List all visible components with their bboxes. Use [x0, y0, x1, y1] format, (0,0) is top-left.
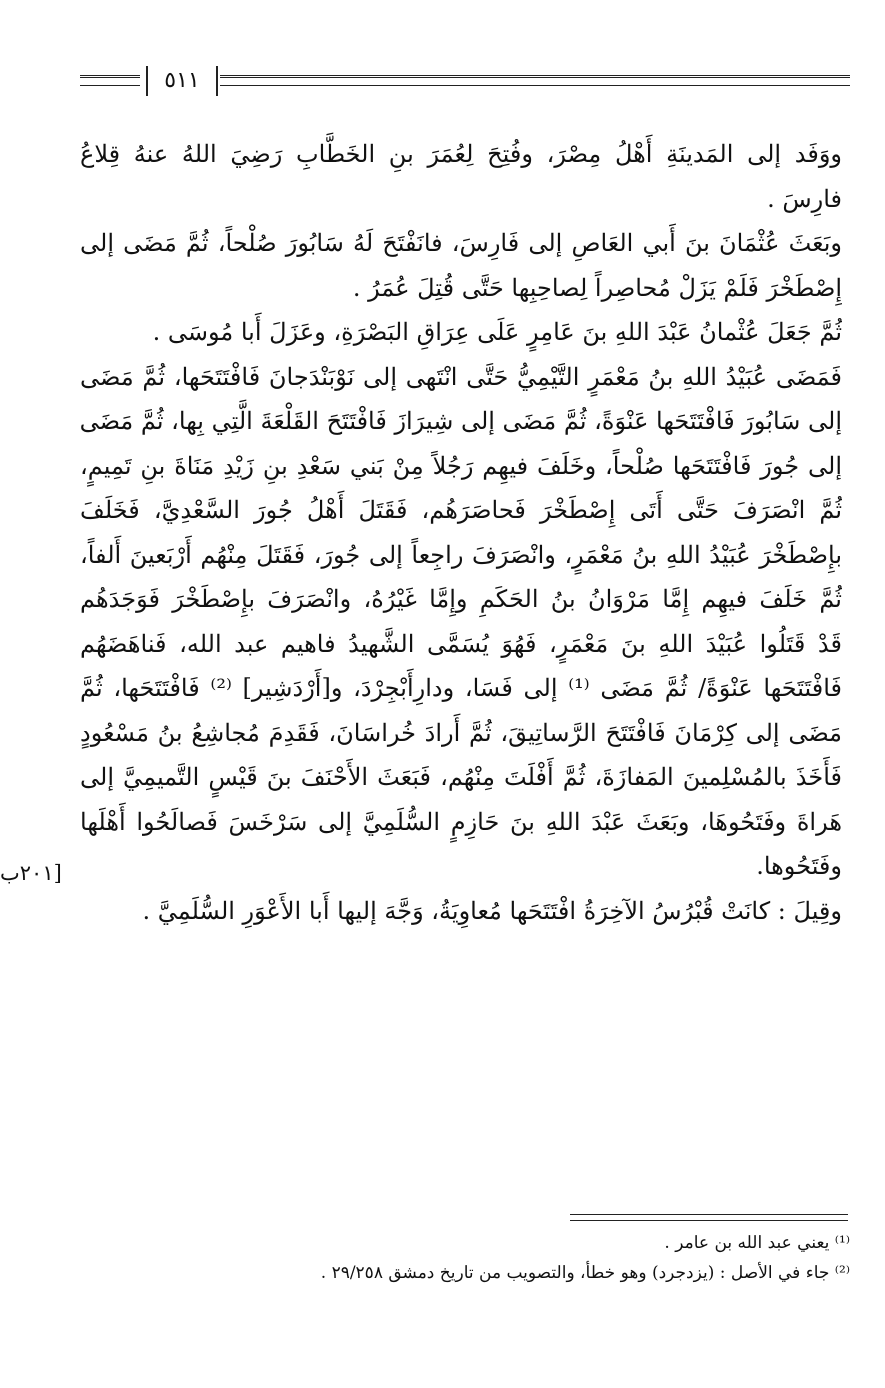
text-line: وبَعَثَ عُثْمَانَ بنَ أَبي العَاصِ إلى فَارِسَ، فانَفْتَحَ لَهُ سَابُورَ صُلْحاً، ثُمَّ مَضَى إلى: [80, 229, 842, 257]
text-line: ووَفَد إلى المَدينَةِ أَهْلُ مِصْرَ، وفُتِحَ لِعُمَرَ بنِ الخَطَّابِ رَضِيَ اللهُ عنهُ قِلاعُ: [80, 140, 842, 168]
text-line: فَافْتَتَحَها عَنْوَةً/ ثُمَّ مَضَى ⁽¹⁾ إلى فَسَا، ودارِأَبْجِرْدَ، و[أَرْدَشِير] ⁽²⁾ فَافْتَتَحَها، ثُمَّ: [80, 674, 842, 702]
header-divider-left: [146, 66, 148, 96]
header-rule-left: [80, 75, 140, 86]
text-line: إلى سَابُورَ فَافْتَتَحَها عَنْوَةً، ثُمَّ مَضَى إلى شِيرَازَ فَافْتَتَحَ القَلْعَةَ الَّتِي بِها، ثُمَّ مَضَى: [80, 407, 842, 435]
text-line: إلى جُورَ فَافْتَتَحَها صُلْحاً، وخَلَفَ فيهِم رَجُلاً مِنْ بَني سَعْدِ بنِ زَيْدِ مَنَاةَ بنِ تَمِيمٍ،: [80, 451, 842, 480]
text-line: وقِيلَ : كانَتْ قُبْرُسُ الآخِرَةُ افْتَتَحَها مُعاوِيَةُ، وَجَّهَ إليها أَبا الأَعْوَرِ السُّلَمِيَّ .: [142, 896, 842, 925]
footnote: ⁽¹⁾ يعني عبد الله بن عامر .: [664, 1233, 850, 1253]
header-rule-right: [220, 75, 850, 86]
main-text: [80, 132, 842, 933]
text-line: مَضَى إلى كِرْمَانَ فَافْتَتَحَ الرَّساتِيقَ، ثُمَّ أَرادَ خُراسَانَ، فَقَدِمَ مُجاشِعُ بنُ مَسْعُودٍ: [80, 718, 842, 747]
page-header: [80, 66, 850, 96]
page-number: ٥١١: [164, 68, 200, 93]
text-line: فَمَضَى عُبَيْدُ اللهِ بنُ مَعْمَرٍ التَّيْمِيُّ حَتَّى انْتَهى إلى نَوْبَنْدَجانَ فَافْتَتَحَها، ثُمَّ مَضَى: [80, 362, 842, 391]
text-line: فَأَخَذَ بالمُسْلِمينَ المَفازَةَ، ثُمَّ أَفْلَتَ مِنْهُم، فَبَعَثَ الأَحْنَفَ بنَ قَيْسٍ التَّميمِيَّ إلى: [80, 763, 842, 791]
header-divider-right: [216, 66, 218, 96]
manuscript-folio-marker: [٢٠١ب: [0, 861, 62, 885]
footnotes: [80, 1228, 850, 1288]
text-line: قَدْ قَتَلُوا عُبَيْدَ اللهِ بنَ مَعْمَرٍ، فَهُوَ يُسَمَّى الشَّهيدُ فاهيم عبد الله، فَناهَضَهُم: [80, 629, 842, 658]
text-line: فارِسَ .: [767, 184, 842, 213]
text-line: ثُمَّ خَلَفَ فيهِم إِمَّا مَرْوَانُ بنُ الحَكَمِ وإِمَّا غَيْرُهُ، وانْصَرَفَ بإِصْطَخْرَ فَوَجَدَهُم: [80, 585, 842, 613]
text-line: ثُمَّ انْصَرَفَ حَتَّى أَتَى إِصْطَخْرَ فَحاصَرَهُم، فَقَتَلَ أَهْلُ جُورَ السَّعْدِيَّ، فَخَلَفَ: [80, 496, 842, 524]
text-line: بإِصْطَخْرَ عُبَيْدُ اللهِ بنُ مَعْمَرٍ، وانْصَرَفَ راجِعاً إلى جُورَ، فَقَتَلَ مِنْهُم أَرْبَعينَ أَلفاً،: [80, 540, 842, 569]
text-line: إِصْطَخْرَ فَلَمْ يَزَلْ مُحاصِراً لِصاحِبِها حَتَّى قُتِلَ عُمَرُ .: [352, 273, 842, 302]
footnote: ⁽²⁾ جاء في الأصل : (يزدجرد) وهو خطأ، والتصويب من تاريخ دمشق ٢٩/٢٥٨ .: [320, 1263, 850, 1283]
text-line: ثُمَّ جَعَلَ عُثْمانُ عَبْدَ اللهِ بنَ عَامِرٍ عَلَى عِرَاقِ البَصْرَةِ، وعَزَلَ أَبا مُوسَى .: [152, 318, 842, 346]
text-line: وفَتَحُوها.: [756, 852, 842, 880]
footnote-separator: [570, 1214, 848, 1221]
text-line: هَراةَ وفَتَحُوهَا، وبَعَثَ عَبْدَ اللهِ بنَ حَازِمٍ السُّلَمِيَّ إلى سَرْخَسَ فَصالَحُوا أَهْلَها: [80, 807, 842, 836]
